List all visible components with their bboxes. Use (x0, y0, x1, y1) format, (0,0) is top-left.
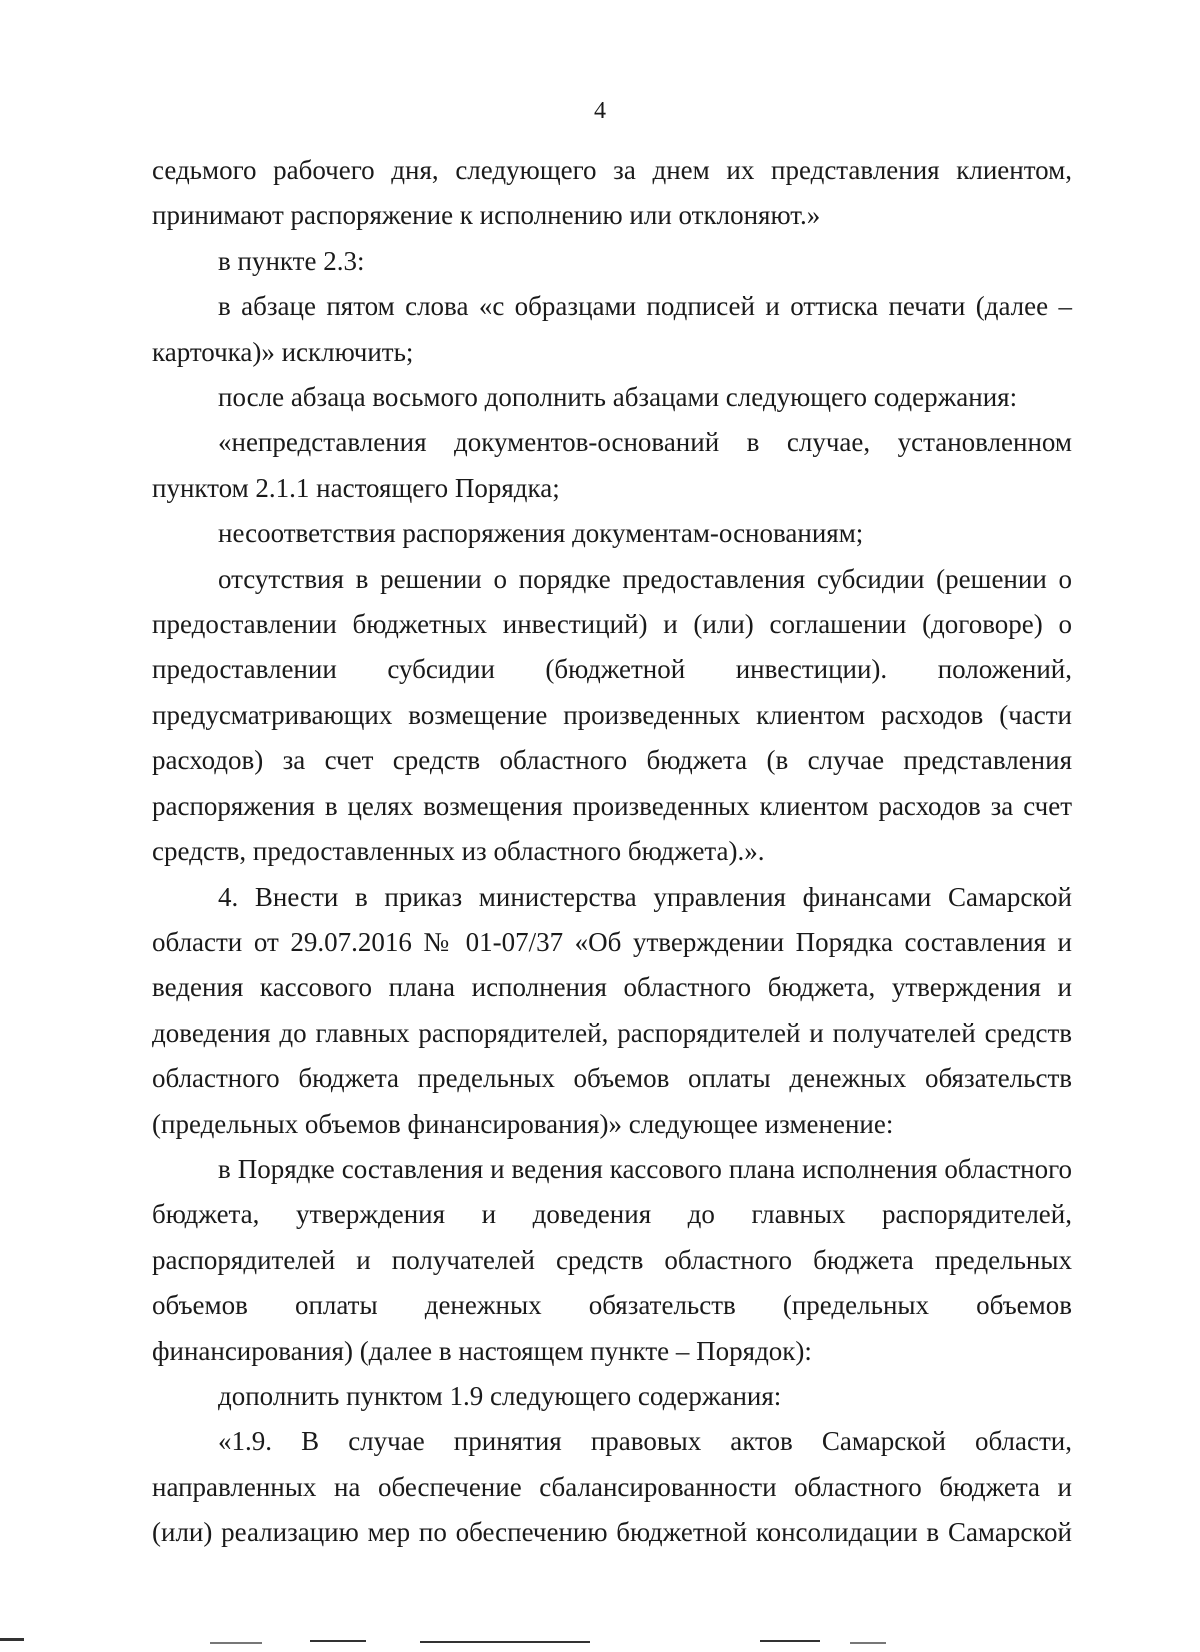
scan-line (420, 1641, 590, 1643)
paragraph-item-4: 4. Внести в приказ министерства управления финансами Самарской области от 29.07.2016 № 01-07/37 «Об утверждении Порядка составления и ведения кассового плана исполнения областного бюджета, утверждения и доведения до главных распорядителей, распорядителей и получателей средств областного бюджета предельных объемов оплаты денежных обязательств (предельных объемов финансирования)» следующее изменение: (152, 881, 1072, 1139)
paragraph-nesootvetstviya: несоответствия распоряжения документам-основаниям; (218, 518, 864, 549)
scan-line (850, 1642, 886, 1644)
paragraph-item-1-9: «1.9. В случае принятия правовых актов Самарской области, направленных на обеспечение сбалансированности областного бюджета и (или) реализацию мер по обеспечению бюджетной консолидации в Самарской (152, 1426, 1072, 1548)
paragraph-item-2-3: в пункте 2.3: (218, 245, 365, 276)
scan-line (210, 1642, 262, 1644)
scan-line (310, 1640, 366, 1642)
paragraph-dopolnit-1-9: дополнить пунктом 1.9 следующего содержания: (218, 1380, 782, 1411)
paragraph-continuation: седьмого рабочего дня, следующего за днем их представления клиентом, принимают распоряжение к исполнению или отклоняют.» (152, 155, 1072, 231)
paragraph-amendment-abzac-5: в абзаце пятом слова «с образцами подписей и оттиска печати (далее – карточка)» исключить; (152, 291, 1072, 367)
paragraph-otsutstviya: отсутствия в решении о порядке предоставления субсидии (решении о предоставлении бюджетных инвестиций) и (или) соглашении (договоре) о предоставлении субсидии (бюджетной инвестиции). положений, предусматривающих возмещение произведенных клиентом расходов (части расходов) за счет средств областного бюджета (в случае представления распоряжения в целях возмещения произведенных клиентом расходов за счет средств, предоставленных из областного бюджета).». (152, 563, 1072, 867)
page-number: 4 (594, 98, 606, 124)
paragraph-poryadok: в Порядке составления и ведения кассового плана исполнения областного бюджета, утверждения и доведения до главных распорядителей, распорядителей и получателей средств областного бюджета предельных объемов оплаты денежных обязательств (предельных объемов финансирования) (далее в настоящем пункте – Порядок): (152, 1153, 1072, 1366)
document-body (152, 148, 1072, 1556)
paragraph-amendment-abzac-8: после абзаца восьмого дополнить абзацами следующего содержания: (218, 382, 1018, 413)
paragraph-quote-nepredstavleniya: «непредставления документов-оснований в случае, установленном пунктом 2.1.1 настоящего Порядка; (152, 427, 1072, 503)
scan-edge-marks (0, 1632, 1200, 1652)
scan-line (760, 1640, 820, 1642)
scan-line (0, 1638, 24, 1641)
